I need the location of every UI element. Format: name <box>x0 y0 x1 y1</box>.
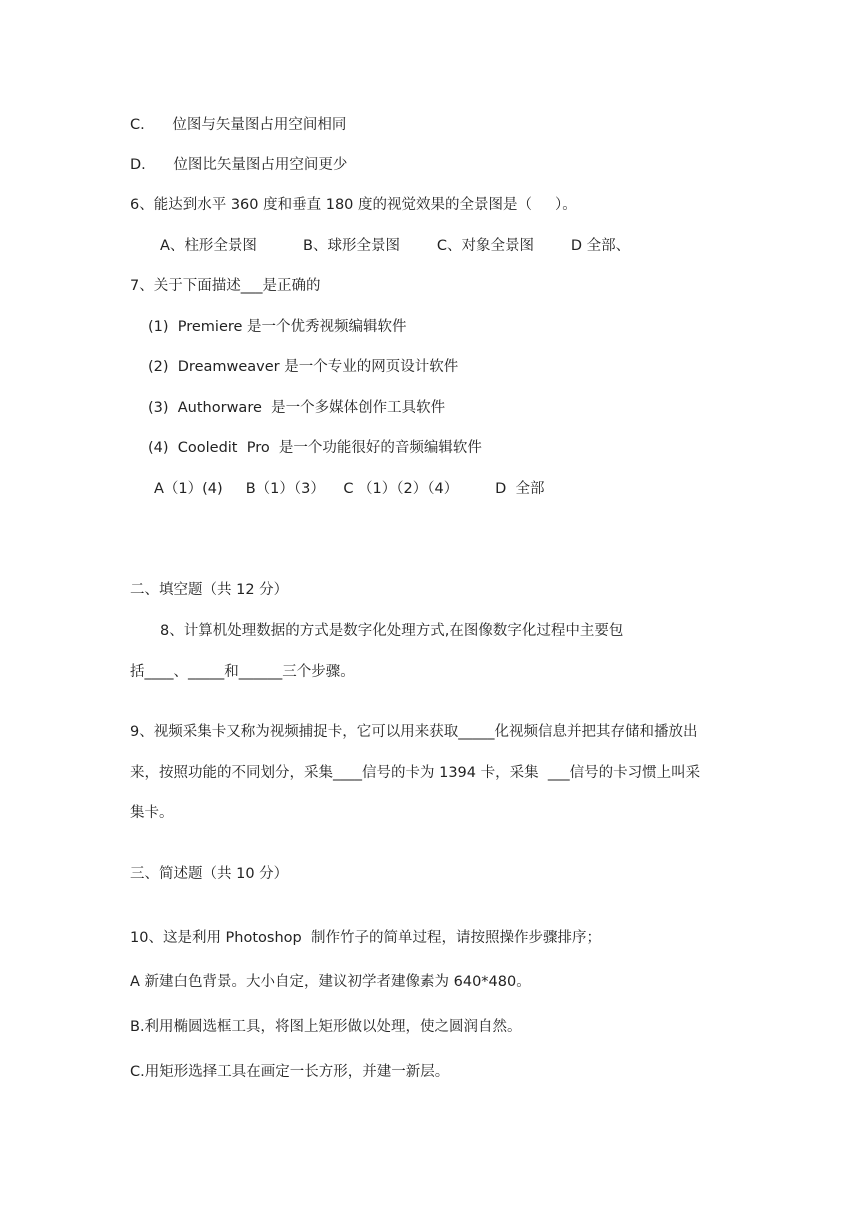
q10-step-b: B.利用椭圆选框工具，将图上矩形做以处理，使之圆润自然。 <box>130 1019 522 1035</box>
q5-option-d: D. 位图比矢量图占用空间更少 <box>130 157 348 173</box>
q7-item-4: (4) Cooledit Pro 是一个功能很好的音频编辑软件 <box>148 440 482 456</box>
section3-heading: 三、简述题（共 10 分） <box>130 866 289 882</box>
q7-item-3: (3) Authorware 是一个多媒体创作工具软件 <box>148 400 446 416</box>
q10-step-a: A 新建白色背景。大小自定，建议初学者建像素为 640*480。 <box>130 974 531 990</box>
q8-line-2: 括____、_____和______三个步骤。 <box>130 664 355 680</box>
q8-line-1: 8、计算机处理数据的方式是数字化处理方式,在图像数字化过程中主要包 <box>160 623 624 639</box>
q9-line-2: 来，按照功能的不同划分，采集____信号的卡为 1394 卡，采集 ___信号的卡习惯上叫采 <box>130 765 701 781</box>
q10-step-c: C.用矩形选择工具在画定一长方形，并建一新层。 <box>130 1064 450 1080</box>
q5-option-c: C. 位图与矢量图占用空间相同 <box>130 117 347 133</box>
q6-options: A、柱形全景图 B、球形全景图 C、对象全景图 D 全部、 <box>160 238 631 254</box>
q7-options: A（1）(4) B（1）（3） C （1）（2）（4） D 全部 <box>154 481 545 497</box>
q7-item-2: (2) Dreamweaver 是一个专业的网页设计软件 <box>148 359 459 375</box>
q7-stem: 7、关于下面描述___是正确的 <box>130 278 321 294</box>
q9-line-3: 集卡。 <box>130 805 174 821</box>
q9-line-1: 9、视频采集卡又称为视频捕捉卡，它可以用来获取_____化视频信息并把其存储和播放出 <box>130 724 698 740</box>
q6-stem: 6、能达到水平 360 度和垂直 180 度的视觉效果的全景图是（ ）。 <box>130 197 577 213</box>
q7-item-1: (1) Premiere 是一个优秀视频编辑软件 <box>148 319 407 335</box>
q10-stem: 10、这是利用 Photoshop 制作竹子的简单过程，请按照操作步骤排序； <box>130 930 601 946</box>
section2-heading: 二、填空题（共 12 分） <box>130 582 289 598</box>
